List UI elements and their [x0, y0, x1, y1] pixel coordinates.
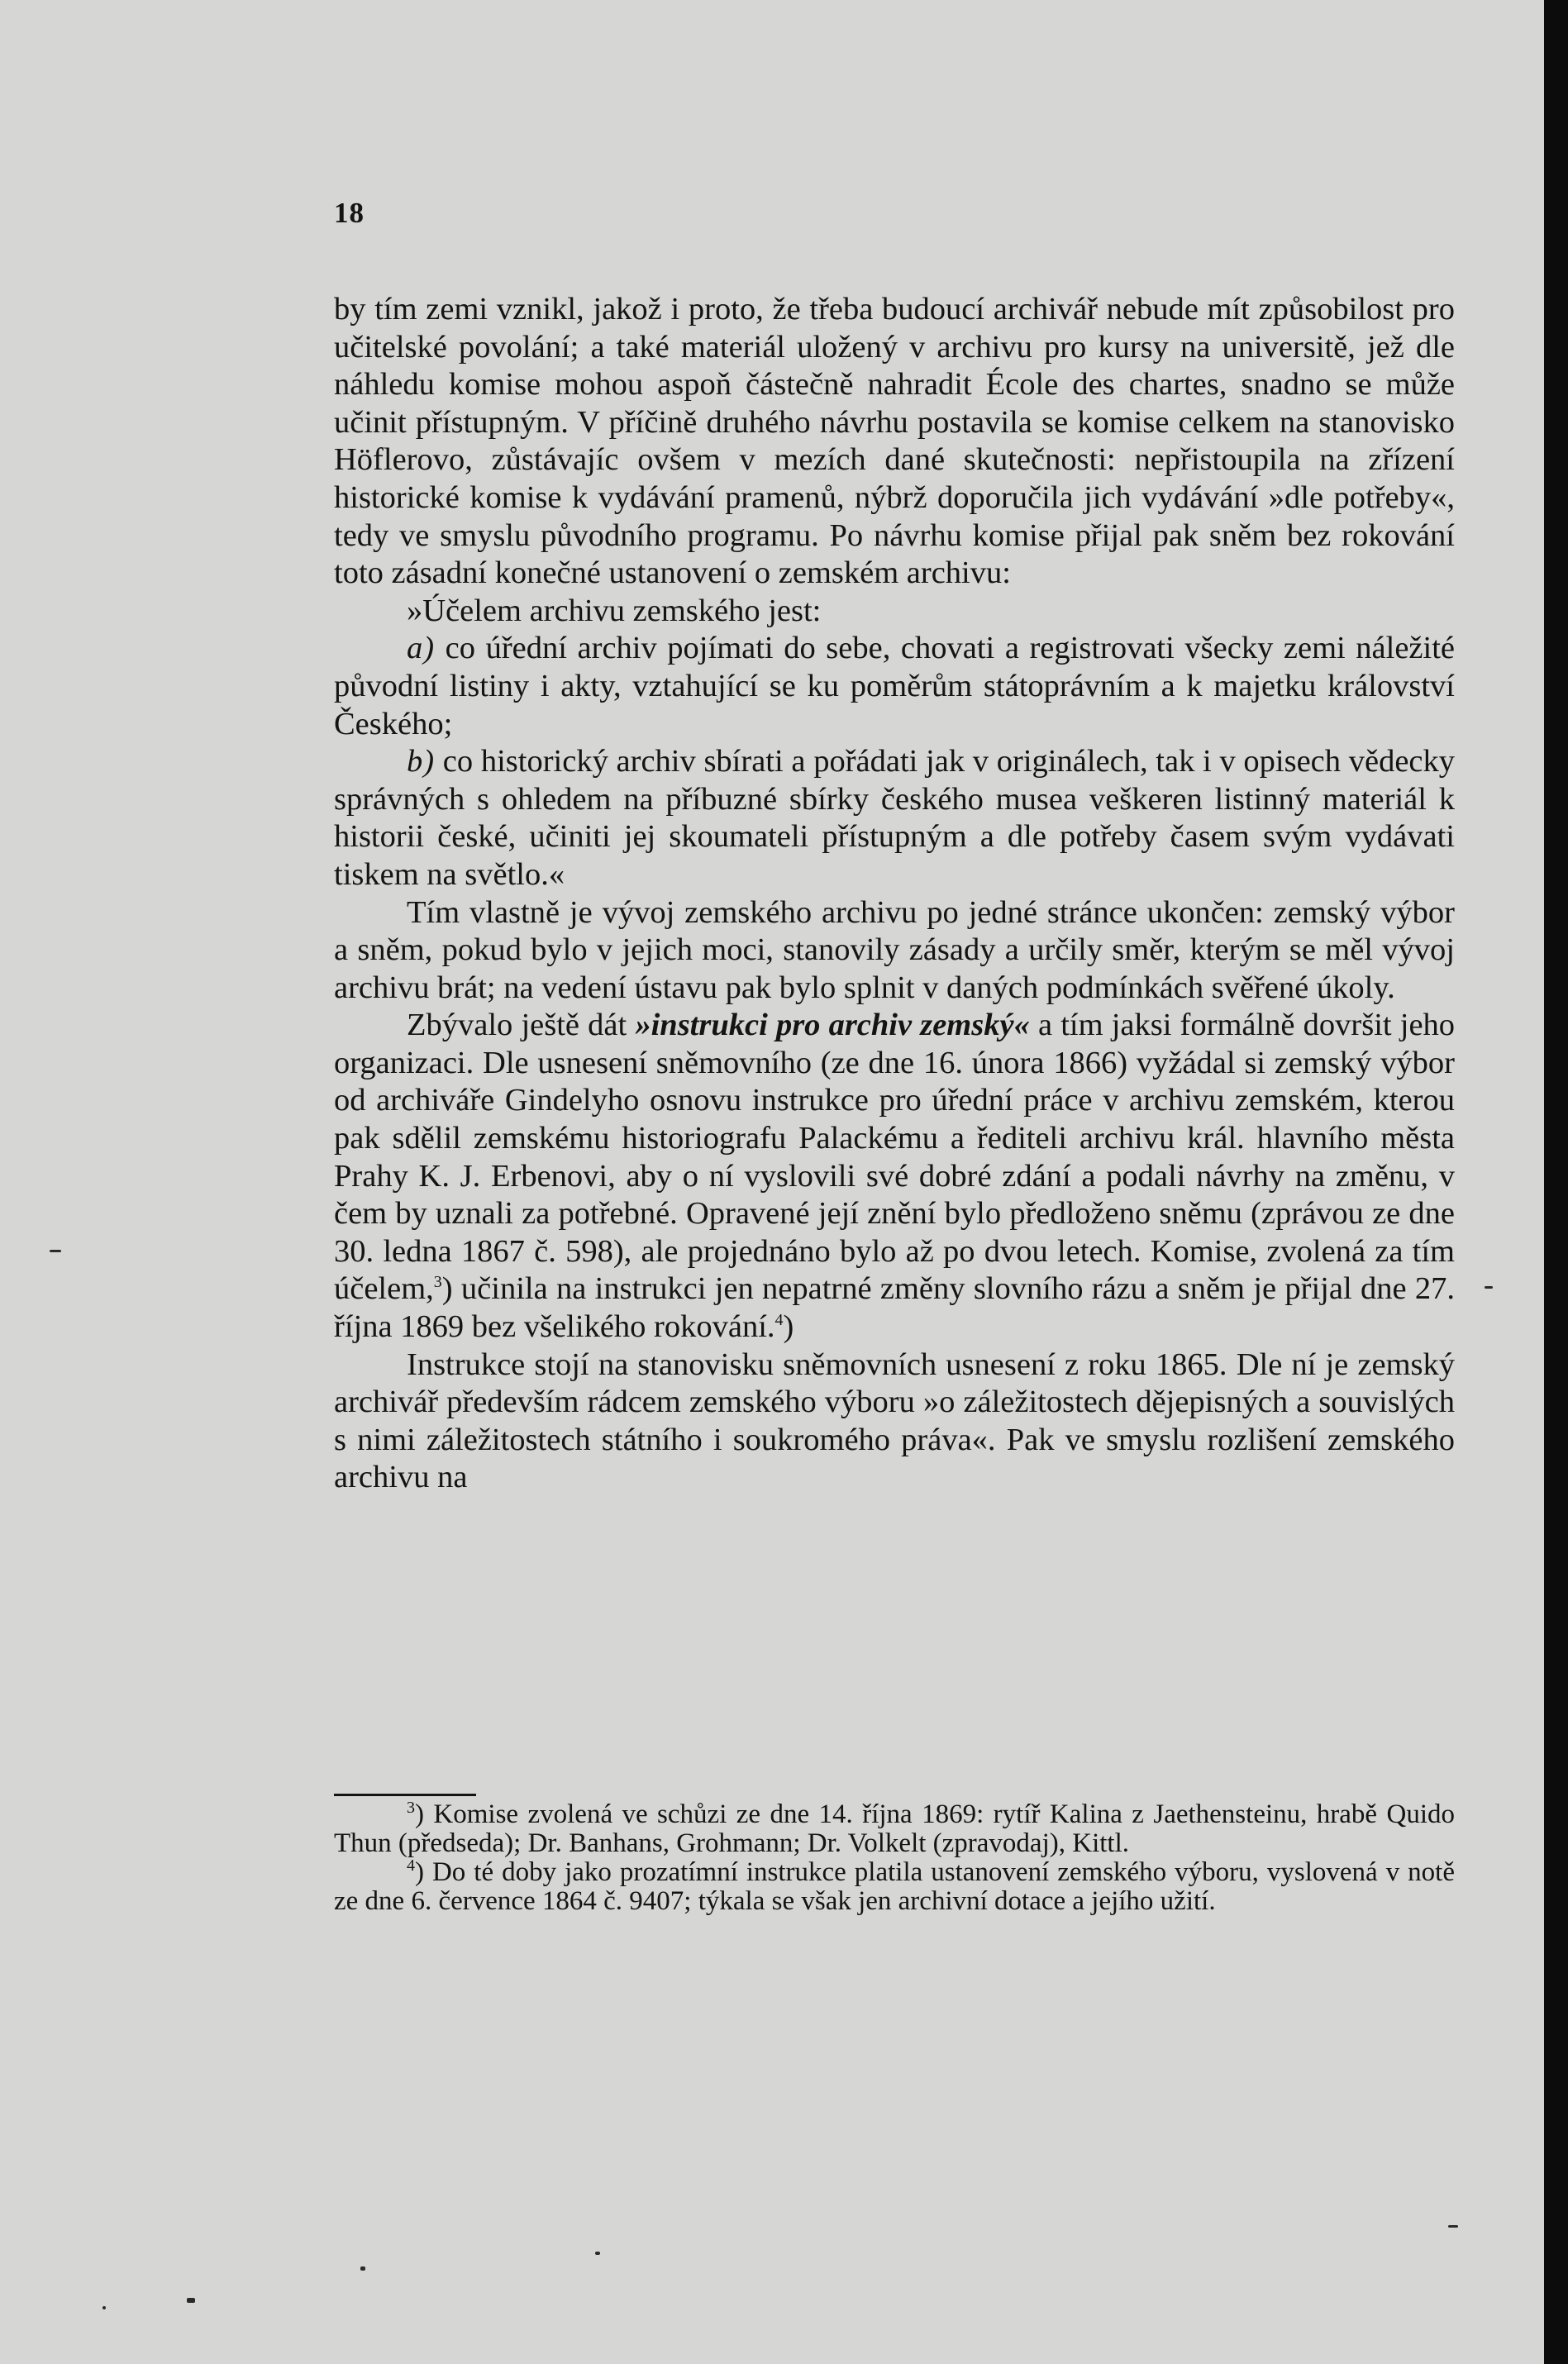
- footnote-3: [334, 1800, 1455, 1858]
- scan-edge-border: [1544, 0, 1568, 2364]
- item-a-label: a): [407, 631, 436, 666]
- item-a-text: co úřední archiv pojímati do sebe, chovati a registrovati všecky zemi náležité původní listiny i akty, vztahující se ku poměrům státoprávním a k majetku království Českého;: [334, 631, 1455, 741]
- scan-speck: [187, 2298, 195, 2303]
- paragraph-instruction-position: Instrukce stojí na stanovisku sněmovních usnesení z roku 1865. Dle ní je zemský archivář především rádcem zemského výboru »o záležitostech dějepisných a souvislých s nimi záležitostech státního i soukromého práva«. Pak ve smyslu rozlišení zemského archivu na: [334, 1346, 1455, 1495]
- page-number: 18: [334, 197, 365, 229]
- footnote-ref-3[interactable]: 3: [433, 1273, 442, 1292]
- main-text: [334, 291, 1455, 1497]
- scan-speck: [102, 2306, 106, 2309]
- paragraph-3-end: ): [783, 1309, 794, 1345]
- footnote-4-text: ) Do té doby jako prozatímní instrukce platila ustanovení zemského výboru, vyslovená v notě ze dne 6. července 1864 č. 9407; týkala se však jen archivní dotace a jejího užití.: [334, 1857, 1455, 1916]
- paragraph-instruction: [334, 1007, 1455, 1346]
- scan-speck: [50, 1250, 61, 1252]
- item-b-text: co historický archiv sbírati a pořádati jak v originálech, tak i v opisech vědecky správných s ohledem na příbuzné sbírky českého musea veškeren listinný materiál k historii české, učiniti jej skoumateli přístupným a dle potřeby časem svým vydávati tiskem na světlo.«: [334, 744, 1455, 892]
- quote-item-a: [334, 630, 1455, 743]
- footnote-4: [334, 1858, 1455, 1916]
- instruction-title: »instrukci pro archiv zemský«: [635, 1008, 1030, 1043]
- footnote-3-marker: 3: [407, 1799, 415, 1817]
- footnotes: [334, 1800, 1455, 1916]
- footnote-divider: [334, 1794, 476, 1796]
- paragraph-continuation: by tím zemi vznikl, jakož i proto, že třeba budoucí archivář nebude mít způsobilost pro učitelské povolání; a také materiál uložený v archivu pro kursy na universitě, jež dle náhledu komise mohou aspoň částečně nahradit École des chartes, snadno se může učinit přístupným. V příčině druhého návrhu postavila se komise celkem na stanovisko Höflerovo, zůstávajíc ovšem v mezích dané skutečnosti: nepřistoupila na zřízení historické komise k vydávání pramenů, nýbrž doporučila jich vydávání »dle potřeby«, tedy ve smyslu původního programu. Po návrhu komise přijal pak sněm bez rokování toto zásadní konečné ustanovení o zemském archivu:: [334, 292, 1455, 591]
- quote-item-b: [334, 743, 1455, 894]
- paragraph-3-middle: a tím jaksi formálně dovršit jeho organizaci. Dle usnesení sněmovního (ze dne 16. února 1866) vyžádal si zemský výbor od archiváře Gindelyho osnovu instrukce pro úřední práce v archivu zemském, kterou pak sdělil zemskému historiografu Palackému a řediteli archivu král. hlavního města Prahy K. J. Erbenovi, aby o ní vyslovili své dobré zdání a podali návrhy na změnu, v čem by uznali za potřebné. Opravené její znění bylo předloženo sněmu (zprávou ze dne 30. ledna 1867 č. 598), ale projednáno bylo až po dvou letech. Komise, zvolená za tím účelem,: [334, 1008, 1456, 1307]
- footnote-ref-4[interactable]: 4: [774, 1311, 784, 1330]
- footnote-4-marker: 4: [407, 1856, 415, 1875]
- scan-speck: [360, 2266, 365, 2271]
- paragraph-3-rest: ) učinila na instrukci jen nepatrné změny slovního rázu a sněm je přijal dne 27. října 1869 bez všelikého rokování.: [334, 1271, 1455, 1345]
- scan-speck: [1485, 1286, 1493, 1289]
- item-b-label: b): [407, 744, 436, 779]
- footnote-3-text: ) Komise zvolená ve schůzi ze dne 14. října 1869: rytíř Kalina z Jaethensteinu, hrabě Quido Thun (předseda); Dr. Banhans, Grohmann; Dr. Volkelt (zpravodaj), Kittl.: [334, 1799, 1455, 1858]
- scan-speck: [595, 2252, 600, 2255]
- quote-intro: »Účelem archivu zemského jest:: [407, 593, 822, 628]
- paragraph-3-start: Zbývalo ještě dát: [407, 1008, 627, 1043]
- scan-speck: [1448, 2225, 1458, 2228]
- paragraph-development: Tím vlastně je vývoj zemského archivu po jedné stránce ukončen: zemský výbor a sněm, pokud bylo v jejich moci, stanovily zásady a určily směr, kterým se měl vývoj archivu brát; na vedení ústavu pak bylo splnit v daných podmínkách svěřené úkoly.: [334, 894, 1455, 1005]
